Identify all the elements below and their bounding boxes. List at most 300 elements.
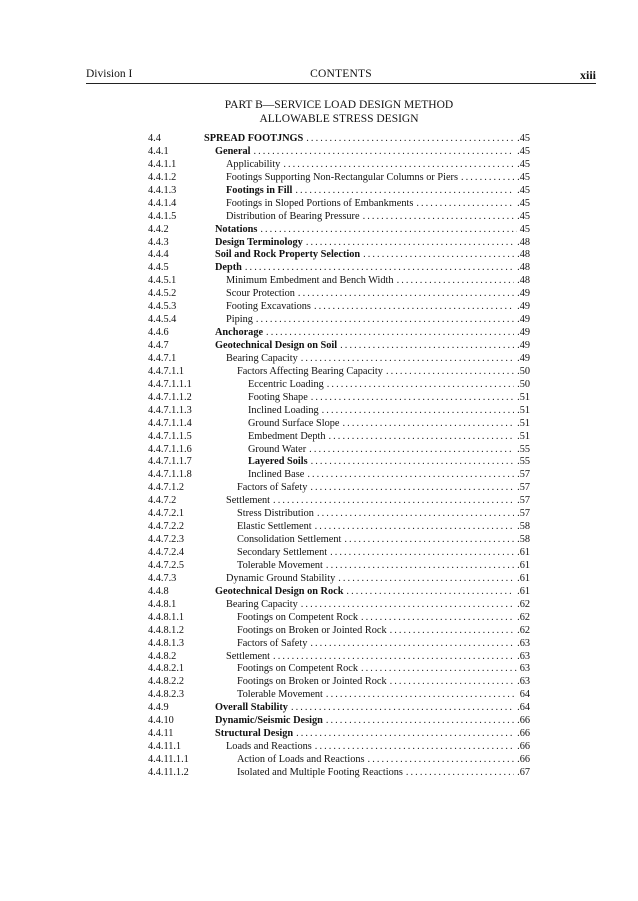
toc-page-number: .61 [517, 559, 530, 571]
toc-section-title: SPREAD FOOTJNGS [204, 133, 304, 144]
toc-section-number: 4.4.8.1.2 [148, 624, 185, 636]
toc-page-number: .63 [517, 637, 530, 649]
toc-page-number: .62 [517, 598, 530, 610]
toc-entry-line [237, 534, 530, 547]
toc-section-number: 4.4.7.2.2 [148, 521, 185, 533]
toc-entry-line [237, 754, 530, 767]
toc-page-number: .45 [517, 158, 530, 170]
toc-section-title: Footings on Competent Rock [237, 611, 358, 623]
toc-page-number: .45 [517, 145, 530, 157]
toc-leader-dots [291, 702, 514, 715]
toc-section-number: 4.4.10 [148, 715, 174, 727]
toc-entry-line [226, 353, 530, 366]
toc-section-title: Ground Water [248, 443, 307, 455]
toc-section-number: 4.4.11 [148, 728, 174, 740]
toc-entry [148, 638, 530, 651]
toc-section-number: 4.4.8.1 [148, 598, 177, 610]
toc-leader-dots [256, 314, 514, 327]
toc-entry [148, 418, 530, 431]
toc-section-title: Secondary Settlement [237, 547, 328, 558]
toc-page-number: .66 [517, 741, 530, 753]
toc-entry-line [215, 249, 530, 262]
toc-section-title: Stress Distribution [237, 508, 314, 520]
toc-section-title: Factors of Safety [237, 637, 308, 649]
toc-section-number: 4.4.1.3 [148, 184, 177, 196]
toc-page-number: .57 [517, 495, 530, 507]
toc-entry-line [226, 275, 530, 288]
toc-entry-line [215, 728, 530, 741]
toc-leader-dots [306, 133, 514, 146]
toc-page-number: 45 [519, 223, 530, 235]
toc-entry [148, 392, 530, 405]
toc-page-number: .45 [517, 197, 530, 209]
toc-entry [148, 198, 530, 211]
toc-page-number: .45 [517, 133, 530, 144]
toc-section-number: 4.4.7.2.3 [148, 534, 185, 546]
toc-entry [148, 379, 530, 392]
toc-leader-dots [314, 301, 514, 314]
part-heading [0, 98, 638, 126]
toc-section-number: 4.4.1.4 [148, 197, 177, 209]
toc-section-title: Footings on Competent Rock [237, 663, 358, 675]
toc-entry-line [237, 625, 530, 638]
toc-entry-line [237, 366, 530, 379]
toc-page-number: 63 [519, 663, 530, 675]
toc-entry-line [237, 508, 530, 521]
toc-section-title: Footings in Sloped Portions of Embankments [226, 197, 414, 209]
toc-section-number: 4.4.7.1.1.3 [148, 404, 192, 416]
toc-leader-dots [361, 612, 514, 625]
toc-entry [148, 288, 530, 301]
toc-entry-line [215, 715, 530, 728]
toc-entry [148, 560, 530, 573]
toc-entry [148, 146, 530, 159]
toc-entry-line [226, 288, 530, 301]
toc-leader-dots [326, 560, 514, 573]
toc-section-title: General [215, 145, 251, 157]
toc-leader-dots [273, 651, 514, 664]
toc-page-number: .45 [517, 184, 530, 196]
toc-entry [148, 599, 530, 612]
toc-section-number: 4.4.3 [148, 236, 169, 248]
toc-section-number: 4.4.8.2 [148, 650, 177, 662]
toc-section-number: 4.4.9 [148, 702, 169, 714]
toc-section-title: Dynamic Ground Stability [226, 572, 336, 584]
toc-section-title: Anchorage [215, 327, 264, 339]
toc-section-title: Bearing Capacity [226, 352, 298, 364]
toc-leader-dots [283, 159, 514, 172]
toc-section-title: Tolerable Movement [237, 689, 323, 701]
toc-section-number: 4.4.7 [148, 340, 169, 351]
toc-section-title: Depth [215, 262, 242, 274]
toc-entry-line [248, 379, 530, 392]
toc-section-number: 4.4.11.1 [148, 741, 182, 753]
toc-section-number: 4.4.1 [148, 145, 169, 157]
toc-section-number: 4.4.11.1.2 [148, 766, 189, 778]
toc-entry [148, 586, 530, 599]
toc-page-number: .51 [517, 417, 530, 429]
toc-entry [148, 224, 530, 237]
toc-entry-line [215, 340, 530, 353]
toc-entry [148, 741, 530, 754]
toc-entry [148, 728, 530, 741]
toc-page-number: .58 [517, 521, 530, 533]
toc-leader-dots [322, 405, 514, 418]
toc-entry [148, 663, 530, 676]
toc-section-title: Bearing Capacity [226, 598, 298, 610]
toc-page-number: .57 [517, 469, 530, 481]
toc-entry [148, 211, 530, 224]
toc-section-title: Ground Surface Slope [248, 417, 340, 429]
toc-entry-line [248, 392, 530, 405]
toc-page-number: .66 [517, 728, 530, 740]
toc-entry-line [226, 495, 530, 508]
toc-section-title: Dynamic/Seismic Design [215, 715, 323, 727]
toc-section-title: Elastic Settlement [237, 521, 312, 533]
toc-page-number: .55 [517, 443, 530, 455]
toc-entry-line [248, 431, 530, 444]
toc-section-number: 4.4.7.1.2 [148, 482, 185, 494]
toc-section-title: Factors Affecting Bearing Capacity [237, 365, 383, 377]
toc-page-number: .49 [517, 314, 530, 326]
toc-section-title: Layered Soils [248, 456, 308, 468]
toc-entry [148, 508, 530, 521]
toc-entry-line [226, 198, 530, 211]
toc-page-number: 64 [519, 689, 530, 701]
toc-leader-dots [245, 262, 514, 275]
toc-leader-dots [307, 469, 514, 482]
toc-leader-dots [309, 444, 514, 457]
toc-entry [148, 172, 530, 185]
toc-entry-line [237, 689, 530, 702]
toc-page-number: .51 [517, 430, 530, 442]
toc-leader-dots [329, 431, 515, 444]
toc-page-number: .66 [517, 715, 530, 727]
toc-leader-dots [406, 767, 514, 780]
toc-page-number: .63 [517, 650, 530, 662]
toc-section-title: Footing Excavations [226, 301, 311, 313]
toc-section-title: Footing Shape [248, 391, 308, 403]
toc-entry [148, 521, 530, 534]
toc-entry [148, 495, 530, 508]
toc-leader-dots [253, 146, 514, 159]
toc-entry-line [237, 560, 530, 573]
toc-entry-line [215, 327, 530, 340]
toc-section-title: Embedment Depth [248, 430, 326, 442]
toc-entry-line [226, 301, 530, 314]
toc-entry-line [237, 547, 530, 560]
toc-section-number: 4.4.7.1 [148, 352, 177, 364]
toc-page-number: .57 [517, 508, 530, 520]
toc-entry [148, 327, 530, 340]
toc-leader-dots [306, 237, 514, 250]
toc-section-number: 4.4.5 [148, 262, 169, 274]
toc-leader-dots [326, 715, 514, 728]
toc-section-number: 4.4.2 [148, 223, 169, 235]
division-label: Division I [86, 68, 133, 80]
toc-section-number: 4.4.5.1 [148, 275, 177, 287]
toc-entry-line [204, 133, 530, 146]
toc-leader-dots [461, 172, 514, 185]
toc-section-number: 4.4.5.2 [148, 288, 177, 300]
toc-entry [148, 237, 530, 250]
toc-entry-line [237, 521, 530, 534]
toc-section-title: Overall Stability [215, 702, 288, 714]
toc-section-number: 4.4.7.2.1 [148, 508, 185, 520]
toc-entry-line [237, 676, 530, 689]
toc-leader-dots [368, 754, 515, 767]
toc-entry-line [237, 663, 530, 676]
toc-page-number: .49 [517, 288, 530, 300]
toc-entry [148, 366, 530, 379]
toc-section-number: 4.4 [148, 133, 161, 144]
toc-entry-line [237, 482, 530, 495]
toc-entry [148, 405, 530, 418]
toc-section-number: 4.4.8.1.1 [148, 611, 185, 623]
toc-section-title: Piping [226, 314, 253, 326]
toc-section-title: Action of Loads and Reactions [237, 754, 365, 765]
toc-leader-dots [338, 573, 514, 586]
toc-entry [148, 456, 530, 469]
toc-section-title: Design Terminology [215, 236, 303, 248]
toc-entry [148, 314, 530, 327]
toc-page-number: .57 [517, 482, 530, 494]
toc-leader-dots [266, 327, 514, 340]
toc-section-number: 4.4.7.1.1 [148, 365, 185, 377]
toc-entry-line [215, 237, 530, 250]
toc-section-number: 4.4.7.1.1.1 [148, 378, 192, 390]
toc-section-title: Settlement [226, 650, 271, 662]
toc-entry-line [226, 172, 530, 185]
toc-section-title: Notations [215, 223, 258, 235]
toc-entry [148, 340, 530, 353]
toc-entry-line [215, 224, 530, 237]
toc-section-number: 4.4.7.1.1.8 [148, 469, 192, 481]
toc-section-number: 4.4.8.1.3 [148, 637, 185, 649]
toc-entry-line [237, 638, 530, 651]
toc-section-title: Footings on Broken or Jointed Rock [237, 676, 387, 688]
toc-section-number: 4.4.7.1.1.4 [148, 417, 192, 429]
toc-entry [148, 249, 530, 262]
toc-entry [148, 469, 530, 482]
toc-page-number: .61 [517, 585, 530, 597]
toc-entry-line [237, 612, 530, 625]
toc-section-title: Settlement [226, 495, 271, 507]
toc-page-number: .48 [517, 249, 530, 261]
toc-section-number: 4.4.8.2.2 [148, 676, 185, 688]
toc-entry [148, 159, 530, 172]
toc-entry [148, 547, 530, 560]
toc-section-number: 4.4.8.2.3 [148, 689, 185, 701]
toc-section-title: Applicability [226, 158, 281, 170]
toc-leader-dots [397, 275, 515, 288]
header-rule [86, 83, 596, 84]
toc-entry [148, 444, 530, 457]
toc-section-number: 4.4.11.1.1 [148, 754, 189, 765]
toc-leader-dots [346, 586, 514, 599]
toc-section-title: Scour Protection [226, 288, 295, 300]
table-of-contents [148, 133, 530, 780]
toc-section-title: Distribution of Bearing Pressure [226, 210, 360, 222]
toc-leader-dots [260, 224, 516, 237]
toc-entry [148, 262, 530, 275]
toc-leader-dots [363, 249, 514, 262]
toc-leader-dots [363, 211, 515, 224]
toc-section-number: 4.4.8 [148, 585, 169, 597]
toc-leader-dots [416, 198, 514, 211]
toc-section-number: 4.4.7.2.4 [148, 547, 185, 558]
toc-page-number: .61 [517, 547, 530, 558]
toc-section-title: Minimum Embedment and Bench Width [226, 275, 394, 287]
toc-leader-dots [310, 638, 514, 651]
toc-entry [148, 301, 530, 314]
toc-entry-line [226, 599, 530, 612]
toc-section-number: 4.4.8.2.1 [148, 663, 185, 675]
toc-section-title: Geotechnical Design on Soil [215, 340, 338, 351]
toc-section-title: Tolerable Movement [237, 559, 323, 571]
toc-section-title: Inclined Loading [248, 404, 319, 416]
toc-page-number: .61 [517, 572, 530, 584]
toc-section-title: Eccentric Loading [248, 378, 324, 390]
toc-section-number: 4.4.7.3 [148, 572, 177, 584]
toc-section-number: 4.4.1.5 [148, 210, 177, 222]
toc-page-number: .58 [517, 534, 530, 546]
toc-section-title: Loads and Reactions [226, 741, 312, 753]
toc-page-number: .50 [517, 378, 530, 390]
toc-leader-dots [343, 418, 515, 431]
toc-leader-dots [317, 508, 514, 521]
toc-section-number: 4.4.6 [148, 327, 169, 339]
toc-leader-dots [273, 495, 514, 508]
toc-entry [148, 133, 530, 146]
toc-leader-dots [340, 340, 514, 353]
toc-page-number: .62 [517, 611, 530, 623]
toc-entry [148, 534, 530, 547]
toc-entry [148, 185, 530, 198]
toc-entry-line [215, 702, 530, 715]
toc-entry-line [215, 262, 530, 275]
toc-section-title: Geotechnical Design on Rock [215, 585, 344, 597]
toc-section-number: 4.4.7.2 [148, 495, 177, 507]
header-title: CONTENTS [310, 68, 372, 80]
toc-page-number: .67 [517, 766, 530, 778]
toc-entry [148, 573, 530, 586]
toc-entry-line [237, 767, 530, 780]
toc-page-number: .50 [517, 365, 530, 377]
toc-section-title: Inclined Base [248, 469, 305, 481]
toc-page-number: .45 [517, 210, 530, 222]
toc-section-number: 4.4.7.1.1.5 [148, 430, 192, 442]
toc-section-number: 4.4.5.4 [148, 314, 177, 326]
toc-page-number: .48 [517, 262, 530, 274]
page-number: xiii [579, 68, 596, 82]
toc-leader-dots [327, 379, 514, 392]
toc-entry-line [226, 211, 530, 224]
toc-entry-line [215, 146, 530, 159]
toc-leader-dots [295, 185, 514, 198]
toc-section-number: 4.4.7.2.5 [148, 559, 185, 571]
toc-leader-dots [301, 599, 514, 612]
toc-entry [148, 767, 530, 780]
toc-leader-dots [315, 741, 514, 754]
toc-entry [148, 625, 530, 638]
toc-entry-line [248, 405, 530, 418]
toc-page-number: .55 [517, 456, 530, 468]
toc-leader-dots [311, 456, 515, 469]
toc-entry-line [226, 573, 530, 586]
toc-leader-dots [301, 353, 514, 366]
toc-section-title: Footings on Broken or Jointed Rock [237, 624, 387, 636]
toc-section-number: 4.4.4 [148, 249, 169, 261]
toc-entry-line [248, 456, 530, 469]
toc-entry-line [226, 185, 530, 198]
toc-leader-dots [310, 482, 514, 495]
toc-section-number: 4.4.1.2 [148, 171, 177, 183]
toc-entry [148, 353, 530, 366]
part-title: PART B—SERVICE LOAD DESIGN METHOD [224, 99, 454, 111]
toc-section-title: Footings in Fill [226, 184, 293, 196]
toc-section-title: Consolidation Settlement [237, 534, 342, 546]
toc-entry [148, 431, 530, 444]
toc-leader-dots [315, 521, 514, 534]
toc-page-number: .49 [517, 352, 530, 364]
toc-leader-dots [326, 689, 517, 702]
toc-section-number: 4.4.5.3 [148, 301, 177, 313]
toc-page-number: .63 [517, 676, 530, 688]
toc-leader-dots [298, 288, 514, 301]
toc-leader-dots [361, 663, 517, 676]
toc-page-number: .64 [517, 702, 530, 714]
toc-section-title: Footings Supporting Non-Rectangular Columns or Piers [226, 171, 458, 183]
toc-leader-dots [390, 676, 515, 689]
toc-entry-line [226, 741, 530, 754]
toc-page-number: .49 [517, 340, 530, 351]
toc-section-title: Isolated and Multiple Footing Reactions [237, 766, 403, 778]
toc-entry [148, 676, 530, 689]
toc-page-number: .48 [517, 236, 530, 248]
toc-section-number: 4.4.7.1.1.2 [148, 391, 192, 403]
toc-leader-dots [390, 625, 515, 638]
part-subtitle: ALLOWABLE STRESS DESIGN [259, 113, 419, 125]
toc-page-number: .49 [517, 301, 530, 313]
toc-entry-line [226, 314, 530, 327]
toc-section-title: Soil and Rock Property Selection [215, 249, 361, 261]
toc-entry [148, 612, 530, 625]
toc-section-title: Factors of Safety [237, 482, 308, 494]
toc-entry [148, 651, 530, 664]
toc-entry-line [215, 586, 530, 599]
toc-page-number: .45 [517, 171, 530, 183]
toc-leader-dots [311, 392, 514, 405]
toc-page-number: .51 [517, 391, 530, 403]
toc-page-number: .49 [517, 327, 530, 339]
toc-section-number: 4.4.1.1 [148, 158, 177, 170]
toc-entry-line [226, 651, 530, 664]
toc-section-number: 4.4.7.1.1.7 [148, 456, 192, 468]
toc-leader-dots [330, 547, 514, 560]
toc-page-number: .62 [517, 624, 530, 636]
toc-leader-dots [296, 728, 514, 741]
toc-page-number: .51 [517, 404, 530, 416]
toc-entry [148, 715, 530, 728]
toc-section-title: Structural Design [215, 728, 294, 740]
toc-entry [148, 275, 530, 288]
toc-entry-line [248, 469, 530, 482]
toc-leader-dots [344, 534, 514, 547]
toc-page-number: .48 [517, 275, 530, 287]
toc-entry-line [248, 418, 530, 431]
toc-entry [148, 689, 530, 702]
